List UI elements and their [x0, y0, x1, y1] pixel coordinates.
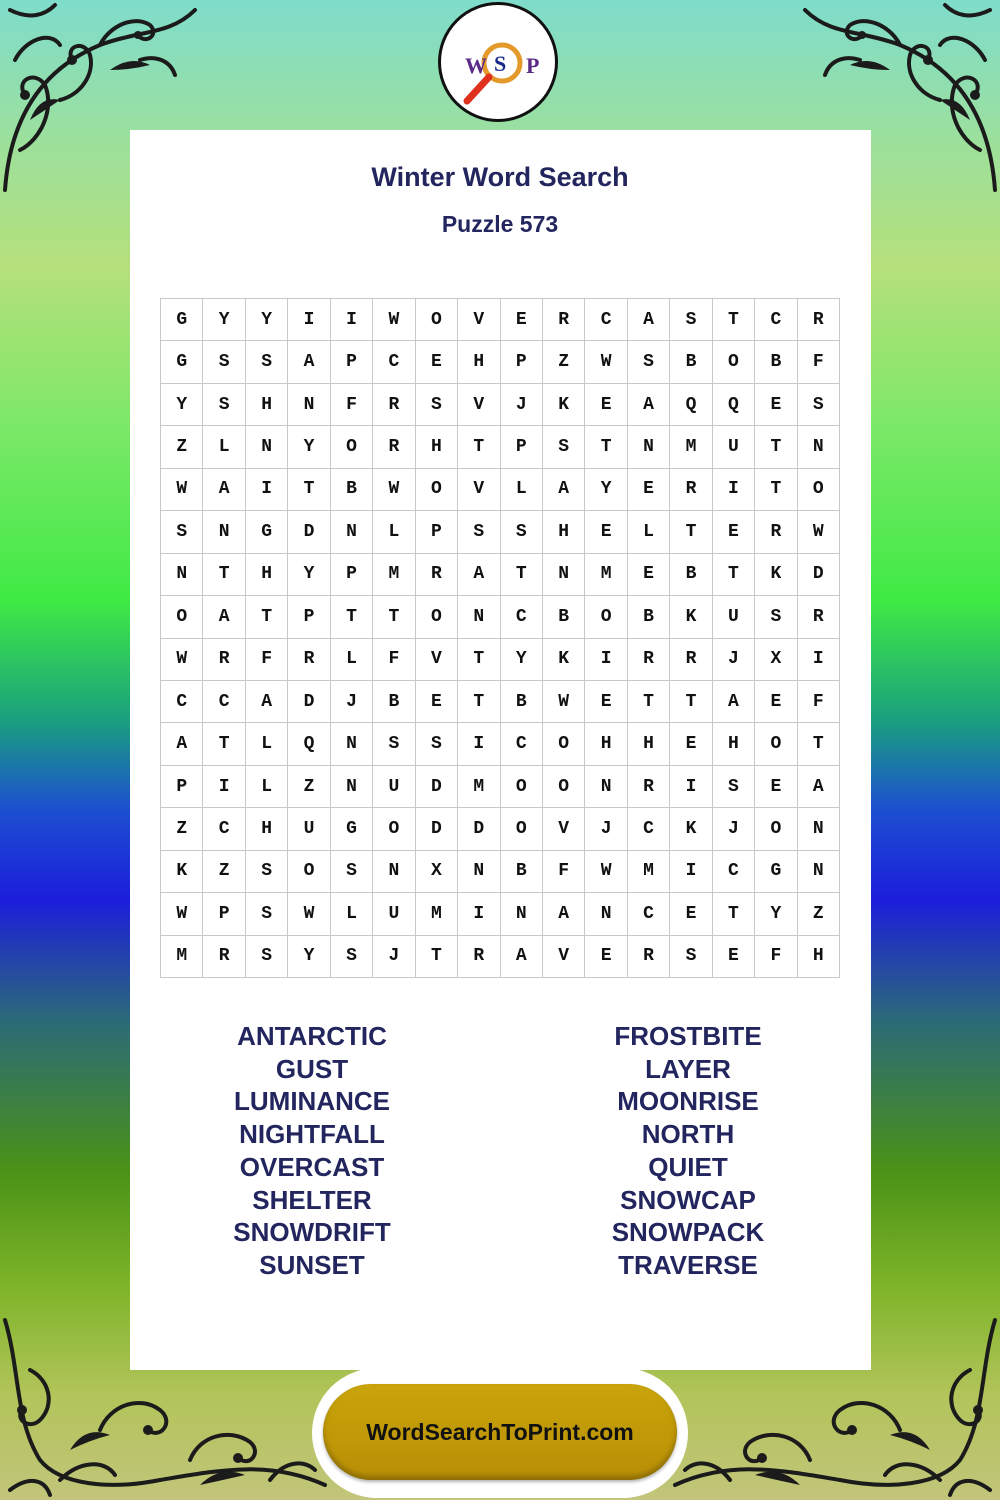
grid-cell[interactable]: L	[628, 511, 670, 553]
grid-cell[interactable]: H	[798, 936, 840, 978]
grid-cell[interactable]: A	[543, 469, 585, 511]
grid-cell[interactable]: P	[501, 426, 543, 468]
grid-cell[interactable]: T	[755, 426, 797, 468]
grid-cell[interactable]: W	[585, 341, 627, 383]
grid-cell[interactable]: V	[458, 469, 500, 511]
grid-cell[interactable]: J	[713, 808, 755, 850]
grid-cell[interactable]: D	[798, 554, 840, 596]
grid-cell[interactable]: S	[373, 723, 415, 765]
grid-cell[interactable]: I	[458, 723, 500, 765]
word-list-item: ANTARCTIC	[237, 1021, 387, 1051]
grid-cell[interactable]: P	[161, 766, 203, 808]
grid-cell[interactable]: W	[161, 469, 203, 511]
grid-cell[interactable]: O	[416, 299, 458, 341]
grid-cell[interactable]: C	[373, 341, 415, 383]
grid-cell[interactable]: A	[628, 384, 670, 426]
word-list-item: LUMINANCE	[234, 1086, 390, 1117]
grid-cell[interactable]: M	[458, 766, 500, 808]
word-list-item: SNOWDRIFT	[233, 1217, 391, 1248]
grid-cell[interactable]: O	[331, 426, 373, 468]
logo-letter-s: S	[494, 51, 507, 76]
grid-cell[interactable]: T	[246, 596, 288, 638]
grid-cell[interactable]: T	[798, 723, 840, 765]
grid-cell[interactable]: A	[458, 554, 500, 596]
grid-cell[interactable]: K	[670, 808, 712, 850]
grid-cell[interactable]: F	[798, 341, 840, 383]
grid-cell[interactable]: Y	[755, 893, 797, 935]
website-label: WordSearchToPrint.com	[366, 1418, 634, 1445]
grid-cell[interactable]: Z	[161, 426, 203, 468]
grid-cell[interactable]: T	[713, 299, 755, 341]
grid-cell[interactable]: Y	[288, 554, 330, 596]
grid-cell[interactable]: H	[628, 723, 670, 765]
grid-cell[interactable]: S	[203, 384, 245, 426]
grid-cell[interactable]: S	[416, 723, 458, 765]
grid-cell[interactable]: C	[203, 808, 245, 850]
grid-cell[interactable]: I	[288, 299, 330, 341]
grid-cell[interactable]: E	[585, 511, 627, 553]
grid-cell[interactable]: J	[501, 384, 543, 426]
grid-cell[interactable]: R	[203, 639, 245, 681]
grid-cell[interactable]: Y	[288, 936, 330, 978]
grid-cell[interactable]: Z	[203, 851, 245, 893]
grid-cell[interactable]: S	[246, 936, 288, 978]
grid-cell[interactable]: W	[373, 469, 415, 511]
grid-cell[interactable]: K	[755, 554, 797, 596]
grid-cell[interactable]: U	[288, 808, 330, 850]
word-list-item: SHELTER	[252, 1184, 372, 1215]
grid-cell[interactable]: C	[585, 299, 627, 341]
grid-cell[interactable]: D	[288, 681, 330, 723]
grid-cell[interactable]: H	[543, 511, 585, 553]
word-list-item: SUNSET	[259, 1249, 365, 1280]
word-list-item: MOONRISE	[617, 1086, 759, 1117]
grid-cell[interactable]: O	[543, 723, 585, 765]
grid-cell[interactable]: H	[713, 723, 755, 765]
grid-cell[interactable]: R	[203, 936, 245, 978]
grid-cell[interactable]: S	[713, 766, 755, 808]
word-list-item: NIGHTFALL	[239, 1119, 385, 1150]
logo-letter-w: W	[465, 53, 487, 78]
word-list-item: QUIET	[648, 1151, 728, 1182]
grid-cell[interactable]: N	[203, 511, 245, 553]
grid-cell[interactable]: S	[798, 384, 840, 426]
grid-cell[interactable]: X	[416, 851, 458, 893]
grid-cell[interactable]: B	[501, 681, 543, 723]
grid-cell[interactable]: A	[798, 766, 840, 808]
grid-cell[interactable]: A	[246, 681, 288, 723]
grid-cell[interactable]: E	[755, 766, 797, 808]
grid-cell[interactable]: S	[670, 936, 712, 978]
grid-cell[interactable]: J	[585, 808, 627, 850]
grid-cell[interactable]: E	[501, 299, 543, 341]
grid-cell[interactable]: C	[755, 299, 797, 341]
grid-cell[interactable]: B	[670, 341, 712, 383]
grid-cell[interactable]: S	[331, 851, 373, 893]
grid-cell[interactable]: S	[331, 936, 373, 978]
grid-cell[interactable]: N	[501, 893, 543, 935]
grid-cell[interactable]: T	[501, 554, 543, 596]
grid-cell[interactable]: X	[755, 639, 797, 681]
grid-cell[interactable]: R	[670, 469, 712, 511]
grid-cell[interactable]: B	[373, 681, 415, 723]
grid-cell[interactable]: C	[501, 596, 543, 638]
grid-cell[interactable]: Z	[543, 341, 585, 383]
grid-cell[interactable]: L	[331, 893, 373, 935]
grid-cell[interactable]: T	[331, 596, 373, 638]
grid-cell[interactable]: S	[246, 851, 288, 893]
grid-cell[interactable]: I	[798, 639, 840, 681]
grid-cell[interactable]: E	[585, 936, 627, 978]
grid-cell[interactable]: T	[670, 681, 712, 723]
grid-cell[interactable]: Z	[288, 766, 330, 808]
grid-cell[interactable]: O	[585, 596, 627, 638]
grid-cell[interactable]: E	[416, 681, 458, 723]
grid-cell[interactable]: U	[713, 596, 755, 638]
grid-cell[interactable]: S	[458, 511, 500, 553]
grid-cell[interactable]: M	[373, 554, 415, 596]
grid-cell[interactable]: I	[713, 469, 755, 511]
grid-cell[interactable]: W	[161, 639, 203, 681]
grid-cell[interactable]: M	[161, 936, 203, 978]
grid-cell[interactable]: S	[501, 511, 543, 553]
grid-cell[interactable]: I	[246, 469, 288, 511]
grid-cell[interactable]: P	[331, 341, 373, 383]
grid-cell[interactable]: H	[458, 341, 500, 383]
grid-cell[interactable]: N	[246, 426, 288, 468]
grid-cell[interactable]: R	[543, 299, 585, 341]
grid-cell[interactable]: G	[755, 851, 797, 893]
grid-cell[interactable]: R	[798, 596, 840, 638]
grid-cell[interactable]: O	[713, 341, 755, 383]
grid-cell[interactable]: W	[585, 851, 627, 893]
grid-cell[interactable]: K	[543, 384, 585, 426]
grid-cell[interactable]: E	[670, 723, 712, 765]
wsp-logo[interactable]	[438, 2, 558, 122]
grid-cell[interactable]: Q	[670, 384, 712, 426]
grid-cell[interactable]: U	[713, 426, 755, 468]
grid-cell[interactable]: R	[628, 936, 670, 978]
grid-cell[interactable]: T	[203, 554, 245, 596]
grid-cell[interactable]: I	[203, 766, 245, 808]
grid-cell[interactable]: D	[416, 808, 458, 850]
grid-cell[interactable]: F	[331, 384, 373, 426]
grid-cell[interactable]: Z	[161, 808, 203, 850]
grid-cell[interactable]: N	[798, 426, 840, 468]
grid-cell[interactable]: T	[755, 469, 797, 511]
grid-cell[interactable]: L	[246, 766, 288, 808]
grid-cell[interactable]: P	[331, 554, 373, 596]
grid-cell[interactable]: B	[331, 469, 373, 511]
grid-cell[interactable]: L	[331, 639, 373, 681]
grid-cell[interactable]: C	[161, 681, 203, 723]
logo-letter-p: P	[526, 53, 540, 78]
grid-cell[interactable]: L	[501, 469, 543, 511]
grid-cell[interactable]: E	[713, 936, 755, 978]
grid-cell[interactable]: R	[628, 766, 670, 808]
grid-cell[interactable]: V	[458, 299, 500, 341]
grid-cell[interactable]: F	[373, 639, 415, 681]
grid-cell[interactable]: T	[458, 681, 500, 723]
word-list-item: LAYER	[645, 1053, 731, 1084]
grid-cell[interactable]: S	[203, 341, 245, 383]
grid-cell[interactable]: Y	[585, 469, 627, 511]
grid-cell[interactable]: W	[373, 299, 415, 341]
grid-cell[interactable]: C	[203, 681, 245, 723]
grid-cell[interactable]: E	[670, 893, 712, 935]
grid-cell[interactable]: H	[246, 808, 288, 850]
grid-cell[interactable]: M	[670, 426, 712, 468]
grid-cell[interactable]: B	[543, 596, 585, 638]
grid-cell[interactable]: J	[331, 681, 373, 723]
grid-cell[interactable]: G	[331, 808, 373, 850]
grid-cell[interactable]: F	[755, 936, 797, 978]
grid-cell[interactable]: W	[543, 681, 585, 723]
grid-cell[interactable]: D	[416, 766, 458, 808]
grid-cell[interactable]: N	[798, 851, 840, 893]
grid-cell[interactable]: E	[713, 511, 755, 553]
grid-cell[interactable]: H	[585, 723, 627, 765]
grid-cell[interactable]: A	[628, 299, 670, 341]
grid-cell[interactable]: U	[373, 766, 415, 808]
grid-cell[interactable]: O	[798, 469, 840, 511]
grid-cell[interactable]: N	[458, 851, 500, 893]
word-list-right	[538, 1020, 838, 1282]
grid-cell[interactable]: G	[161, 341, 203, 383]
grid-cell[interactable]: E	[755, 384, 797, 426]
grid-cell[interactable]: P	[416, 511, 458, 553]
grid-cell[interactable]: Y	[288, 426, 330, 468]
grid-cell[interactable]: O	[543, 766, 585, 808]
grid-cell[interactable]: S	[755, 596, 797, 638]
grid-cell[interactable]: M	[585, 554, 627, 596]
grid-cell[interactable]: N	[798, 808, 840, 850]
word-list-item: NORTH	[641, 1119, 735, 1150]
grid-cell[interactable]: V	[458, 384, 500, 426]
grid-cell[interactable]: A	[501, 936, 543, 978]
grid-cell[interactable]: N	[458, 596, 500, 638]
word-list-item: SNOWCAP	[620, 1184, 756, 1215]
grid-cell[interactable]: T	[713, 893, 755, 935]
word-list-item: SNOWPACK	[611, 1217, 765, 1248]
grid-cell[interactable]: L	[373, 511, 415, 553]
grid-cell[interactable]: A	[543, 893, 585, 935]
grid-cell[interactable]: S	[246, 341, 288, 383]
grid-cell[interactable]: J	[373, 936, 415, 978]
grid-cell[interactable]: T	[458, 639, 500, 681]
grid-cell[interactable]: P	[501, 341, 543, 383]
grid-cell[interactable]: B	[628, 596, 670, 638]
grid-cell[interactable]: S	[246, 893, 288, 935]
grid-cell[interactable]: O	[373, 808, 415, 850]
grid-cell[interactable]: T	[628, 681, 670, 723]
word-list-item: OVERCAST	[239, 1151, 385, 1182]
grid-cell[interactable]: D	[288, 511, 330, 553]
grid-cell[interactable]: T	[416, 936, 458, 978]
grid-cell[interactable]: M	[416, 893, 458, 935]
grid-cell[interactable]: K	[543, 639, 585, 681]
grid-cell[interactable]: N	[288, 384, 330, 426]
grid-cell[interactable]: T	[288, 469, 330, 511]
magnifier-icon	[441, 5, 555, 119]
grid-cell[interactable]: D	[458, 808, 500, 850]
grid-cell[interactable]: R	[288, 639, 330, 681]
grid-cell[interactable]: R	[458, 936, 500, 978]
grid-cell[interactable]: T	[373, 596, 415, 638]
grid-cell[interactable]: B	[501, 851, 543, 893]
grid-cell[interactable]: M	[628, 851, 670, 893]
grid-cell[interactable]: Q	[713, 384, 755, 426]
grid-cell[interactable]: R	[755, 511, 797, 553]
grid-cell[interactable]: F	[798, 681, 840, 723]
word-list-left	[162, 1020, 462, 1282]
grid-cell[interactable]: N	[585, 766, 627, 808]
grid-cell[interactable]: C	[713, 851, 755, 893]
grid-cell[interactable]: A	[161, 723, 203, 765]
word-list-item: TRAVERSE	[618, 1249, 758, 1280]
grid-cell[interactable]: W	[288, 893, 330, 935]
grid-cell[interactable]: R	[628, 639, 670, 681]
grid-cell[interactable]: Y	[203, 299, 245, 341]
grid-cell[interactable]: C	[628, 808, 670, 850]
grid-cell[interactable]: H	[416, 426, 458, 468]
grid-cell[interactable]: E	[585, 384, 627, 426]
grid-cell[interactable]: V	[543, 936, 585, 978]
grid-cell[interactable]: V	[416, 639, 458, 681]
grid-cell[interactable]: S	[670, 299, 712, 341]
grid-cell[interactable]: T	[713, 554, 755, 596]
grid-cell[interactable]: I	[670, 766, 712, 808]
grid-cell[interactable]: I	[670, 851, 712, 893]
grid-cell[interactable]: B	[670, 554, 712, 596]
grid-cell[interactable]: Z	[798, 893, 840, 935]
grid-cell[interactable]: O	[161, 596, 203, 638]
grid-cell[interactable]: K	[670, 596, 712, 638]
grid-cell[interactable]: O	[416, 469, 458, 511]
grid-cell[interactable]: C	[501, 723, 543, 765]
word-list-item: FROSTBITE	[614, 1021, 762, 1051]
grid-cell[interactable]: T	[585, 426, 627, 468]
grid-cell[interactable]: Y	[161, 384, 203, 426]
grid-cell[interactable]: N	[331, 766, 373, 808]
grid-cell[interactable]: T	[670, 511, 712, 553]
grid-cell[interactable]: W	[161, 893, 203, 935]
grid-cell[interactable]: O	[755, 723, 797, 765]
grid-cell[interactable]: S	[416, 384, 458, 426]
grid-cell[interactable]: A	[713, 681, 755, 723]
grid-cell[interactable]: R	[373, 384, 415, 426]
grid-cell[interactable]: R	[798, 299, 840, 341]
letter-grid	[160, 298, 840, 978]
grid-cell[interactable]: N	[331, 511, 373, 553]
grid-cell[interactable]: N	[373, 851, 415, 893]
grid-cell[interactable]: R	[670, 639, 712, 681]
grid-cell[interactable]: N	[161, 554, 203, 596]
grid-cell[interactable]: T	[458, 426, 500, 468]
grid-cell[interactable]: Y	[246, 299, 288, 341]
grid-cell[interactable]: C	[628, 893, 670, 935]
grid-cell[interactable]: B	[755, 341, 797, 383]
grid-cell[interactable]: F	[543, 851, 585, 893]
grid-cell[interactable]: R	[373, 426, 415, 468]
grid-cell[interactable]: Y	[501, 639, 543, 681]
website-button[interactable]	[323, 1384, 677, 1480]
grid-cell[interactable]: I	[458, 893, 500, 935]
grid-cell[interactable]: A	[288, 341, 330, 383]
grid-cell[interactable]: F	[246, 639, 288, 681]
grid-cell[interactable]: V	[543, 808, 585, 850]
grid-cell[interactable]: G	[161, 299, 203, 341]
grid-cell[interactable]: N	[628, 426, 670, 468]
grid-cell[interactable]: H	[246, 384, 288, 426]
grid-cell[interactable]: A	[203, 596, 245, 638]
grid-cell[interactable]: K	[161, 851, 203, 893]
grid-cell[interactable]: E	[755, 681, 797, 723]
grid-cell[interactable]: T	[203, 723, 245, 765]
grid-cell[interactable]: S	[161, 511, 203, 553]
grid-cell[interactable]: O	[288, 851, 330, 893]
grid-cell[interactable]: N	[585, 893, 627, 935]
grid-cell[interactable]: N	[331, 723, 373, 765]
grid-cell[interactable]: E	[628, 554, 670, 596]
grid-cell[interactable]: P	[203, 893, 245, 935]
grid-cell[interactable]: I	[585, 639, 627, 681]
grid-cell[interactable]: O	[755, 808, 797, 850]
puzzle-number: Puzzle 573	[441, 211, 559, 237]
grid-cell[interactable]: O	[416, 596, 458, 638]
grid-cell[interactable]: S	[628, 341, 670, 383]
grid-cell[interactable]: W	[798, 511, 840, 553]
grid-cell[interactable]: P	[288, 596, 330, 638]
grid-cell[interactable]: H	[246, 554, 288, 596]
page-title: Winter Word Search	[371, 162, 629, 192]
grid-cell[interactable]: S	[543, 426, 585, 468]
grid-cell[interactable]: L	[246, 723, 288, 765]
grid-cell[interactable]: J	[713, 639, 755, 681]
grid-cell[interactable]: O	[501, 808, 543, 850]
grid-cell[interactable]: U	[373, 893, 415, 935]
grid-cell[interactable]: E	[585, 681, 627, 723]
grid-cell[interactable]: E	[416, 341, 458, 383]
grid-cell[interactable]: N	[543, 554, 585, 596]
word-list-item: GUST	[275, 1053, 349, 1084]
grid-cell[interactable]: R	[416, 554, 458, 596]
grid-cell[interactable]: I	[331, 299, 373, 341]
grid-cell[interactable]: G	[246, 511, 288, 553]
grid-cell[interactable]: Q	[288, 723, 330, 765]
grid-cell[interactable]: L	[203, 426, 245, 468]
grid-cell[interactable]: E	[628, 469, 670, 511]
grid-cell[interactable]: A	[203, 469, 245, 511]
grid-cell[interactable]: O	[501, 766, 543, 808]
